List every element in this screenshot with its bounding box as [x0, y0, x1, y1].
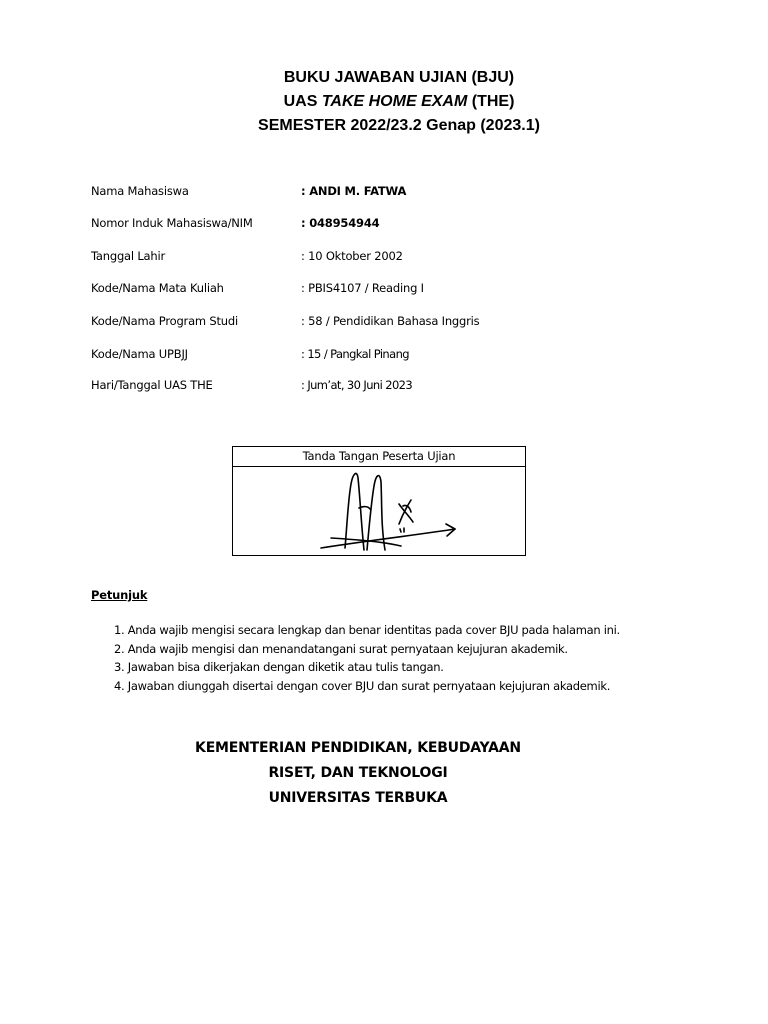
signature-title: Tanda Tangan Peserta Ujian [233, 447, 525, 467]
title-line-2-prefix: UAS [283, 93, 322, 110]
signature-stroke [400, 528, 404, 532]
identity-label: Tanggal Lahir [91, 249, 166, 263]
identity-label: Kode/Nama Mata Kuliah [91, 281, 224, 295]
instruction-item: 1. Anda wajib mengisi secara lengkap dan benar identitas pada cover BJU pada halaman ini. [114, 623, 620, 637]
identity-label: Kode/Nama Program Studi [91, 314, 238, 328]
identity-value: : Jum’at, 30 Juni 2023 [301, 378, 413, 392]
identity-value: : 15 / Pangkal Pinang [301, 347, 409, 361]
title-line-1: BUKU JAWABAN UJIAN (BJU) [283, 69, 515, 86]
identity-label: Nomor Induk Mahasiswa/NIM [91, 216, 253, 230]
instruction-item: 3. Jawaban bisa dikerjakan dengan diketik atau tulis tangan. [114, 660, 444, 674]
identity-value: : 10 Oktober 2002 [301, 249, 403, 263]
title-line-2 [0, 90, 768, 114]
title-line-2-suffix: (THE) [467, 93, 515, 110]
identity-value: : 58 / Pendidikan Bahasa Inggris [301, 314, 480, 328]
footer-line-3: UNIVERSITAS TERBUKA [268, 790, 448, 806]
identity-value: : ANDI M. FATWA [301, 184, 407, 198]
identity-label: Kode/Nama UPBJJ [91, 347, 188, 361]
footer-line-1: KEMENTERIAN PENDIDIKAN, KEBUDAYAAN [195, 740, 521, 756]
signature-box [232, 446, 526, 556]
identity-value: : PBIS4107 / Reading I [301, 281, 424, 295]
instructions-list [114, 621, 620, 695]
title-line-3: SEMESTER 2022/23.2 Genap (2023.1) [258, 117, 540, 134]
identity-label: Hari/Tanggal UAS THE [91, 378, 213, 392]
instruction-item: 4. Jawaban diunggah disertai dengan cover BJU dan surat pernyataan kejujuran akademik. [114, 678, 611, 693]
document-title [0, 66, 768, 138]
signature-drawing [233, 466, 525, 555]
identity-label: Nama Mahasiswa [91, 184, 189, 198]
identity-value: : 048954944 [301, 216, 380, 230]
footer-line-2: RISET, DAN TEKNOLOGI [268, 765, 448, 781]
instructions-title: Petunjuk [91, 588, 148, 602]
title-line-2-italic: TAKE HOME EXAM [321, 93, 468, 110]
signature-stroke [399, 500, 411, 524]
institution-footer [0, 736, 716, 811]
instruction-item: 2. Anda wajib mengisi dan menandatangani surat pernyataan kejujuran akademik. [114, 641, 568, 656]
